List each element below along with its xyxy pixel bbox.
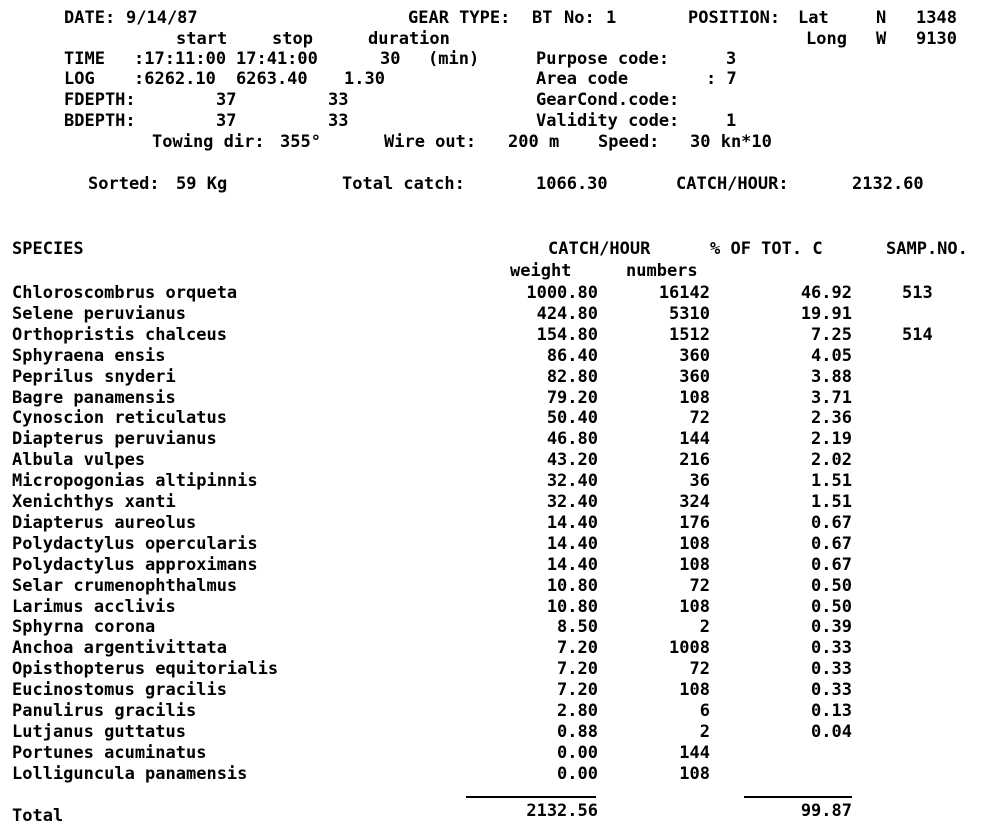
numbers-value: 36 [689,471,710,491]
total-catch-value: 1066.30 [536,174,608,194]
pct-value: 2.36 [811,408,852,428]
pct-value: 0.33 [811,680,852,700]
numbers-value: 6 [699,701,710,721]
bdepth-label: BDEPTH: [64,111,136,131]
long-value: 9130 [916,29,957,49]
pct-value: 3.71 [811,388,852,408]
pct-value: 3.88 [811,367,852,387]
species-name: Portunes acuminatus [12,743,207,763]
bdepth-start: 37 [216,111,237,131]
species-name: Eucinostomus gracilis [12,680,227,700]
fdepth-label: FDEPTH: [64,90,136,110]
weight-total-rule [466,796,596,798]
weight-value: 424.80 [536,304,598,324]
weight-value: 14.40 [546,513,598,533]
sorted-value: 59 Kg [176,174,228,194]
species-name: Peprilus snyderi [12,367,176,387]
total-weight: 2132.56 [526,801,598,821]
species-name: Polydactylus approximans [12,555,258,575]
position-label: POSITION: [688,8,781,28]
weight-value: 7.20 [557,680,598,700]
numbers-value: 176 [679,513,710,533]
numbers-value: 108 [679,597,710,617]
weight-value: 0.00 [557,764,598,784]
numbers-value: 16142 [658,283,710,303]
species-name: Micropogonias altipinnis [12,471,258,491]
total-pct: 99.87 [800,801,852,821]
pct-value: 0.67 [811,513,852,533]
species-name: Cynoscion reticulatus [12,408,227,428]
log-start: :6262.10 [134,69,216,89]
bdepth-stop: 33 [328,111,349,131]
haul-no-value: 1 [606,8,617,28]
species-name: Xenichthys xanti [12,492,176,512]
wire-out-value: 200 m [508,132,560,152]
log-stop: 6263.40 [236,69,308,89]
pct-value: 0.50 [811,597,852,617]
area-code-label: Area code [536,69,629,89]
species-name: Polydactylus opercularis [12,534,258,554]
speed-label: Speed: [598,132,660,152]
pct-value: 2.19 [811,429,852,449]
date-label: DATE: [64,8,116,28]
log-label: LOG [64,69,95,89]
species-name: Selene peruvianus [12,304,186,324]
towing-dir-value: 355° [280,132,321,152]
numbers-value: 2 [699,722,710,742]
weight-value: 2.80 [557,701,598,721]
catch-per-hour-value: 2132.60 [852,174,924,194]
speed-value: 30 kn*10 [690,132,772,152]
weight-value: 79.20 [546,388,598,408]
date-value: 9/14/87 [126,8,198,28]
weight-value: 46.80 [546,429,598,449]
species-name: Albula vulpes [12,450,146,470]
species-name: Opisthopterus equitorialis [12,659,279,679]
numbers-value: 108 [679,534,710,554]
weight-value: 86.40 [546,346,598,366]
species-name: Larimus acclivis [12,597,176,617]
numbers-value: 1008 [669,638,710,658]
pct-value: 0.39 [811,617,852,637]
validity-code-label: Validity code: [536,111,680,131]
pct-value: 0.33 [811,638,852,658]
weight-value: 0.00 [557,743,598,763]
weight-value: 154.80 [536,325,598,345]
weight-value: 32.40 [546,492,598,512]
weight-value: 7.20 [557,659,598,679]
numbers-value: 324 [679,492,710,512]
species-name: Lutjanus guttatus [12,722,186,742]
catch-per-hour-label: CATCH/HOUR: [676,174,789,194]
species-name: Diapterus aureolus [12,513,197,533]
weight-value: 10.80 [546,597,598,617]
pct-value: 7.25 [811,325,852,345]
purpose-code-label: Purpose code: [536,49,670,69]
weight-value: 7.20 [557,638,598,658]
col-start-header: start [176,29,228,49]
towing-dir-label: Towing dir: [152,132,265,152]
fdepth-start: 37 [216,90,237,110]
weight-value: 0.88 [557,722,598,742]
lat-value: 1348 [916,8,957,28]
species-name: Orthopristis chalceus [12,325,227,345]
time-stop: 17:41:00 [236,49,318,69]
sample-no-value: 514 [902,325,933,345]
numbers-value: 108 [679,555,710,575]
numbers-header: numbers [626,261,698,281]
sorted-label: Sorted: [88,174,160,194]
pct-value: 0.04 [811,722,852,742]
pct-of-total-header: % OF TOT. C [710,239,823,259]
species-name: Diapterus peruvianus [12,429,217,449]
numbers-value: 144 [679,429,710,449]
sample-no-header: SAMP.NO. [886,239,968,259]
weight-value: 10.80 [546,576,598,596]
numbers-value: 5310 [669,304,710,324]
weight-value: 1000.80 [526,283,598,303]
pct-value: 2.02 [811,450,852,470]
total-catch-label: Total catch: [342,174,465,194]
purpose-code-value: 3 [726,49,737,69]
gear-type-value: BT [532,8,553,28]
species-name: Selar crumenophthalmus [12,576,238,596]
species-name: Chloroscombrus orqueta [12,283,238,303]
col-duration-header: duration [368,29,450,49]
numbers-value: 2 [699,617,710,637]
species-header: SPECIES [12,239,84,259]
weight-value: 50.40 [546,408,598,428]
haul-no-label: No: [564,8,595,28]
weight-value: 82.80 [546,367,598,387]
pct-value: 0.33 [811,659,852,679]
pct-value: 1.51 [811,492,852,512]
numbers-value: 72 [689,408,710,428]
weight-value: 32.40 [546,471,598,491]
long-label: Long [806,29,847,49]
numbers-value: 1512 [669,325,710,345]
col-stop-header: stop [272,29,313,49]
numbers-value: 216 [679,450,710,470]
fdepth-stop: 33 [328,90,349,110]
numbers-value: 144 [679,743,710,763]
numbers-value: 108 [679,764,710,784]
pct-value: 0.50 [811,576,852,596]
pct-value: 0.67 [811,534,852,554]
weight-header: weight [510,261,572,281]
numbers-value: 108 [679,388,710,408]
weight-value: 14.40 [546,555,598,575]
pct-value: 0.67 [811,555,852,575]
long-hemisphere: W [876,29,887,49]
validity-code-value: 1 [726,111,737,131]
species-name: Bagre panamensis [12,388,176,408]
species-name: Sphyraena ensis [12,346,166,366]
time-unit: (min) [428,49,480,69]
log-duration: 1.30 [344,69,385,89]
time-start: :17:11:00 [134,49,227,69]
weight-value: 14.40 [546,534,598,554]
lat-label: Lat [798,8,829,28]
area-code-value: : 7 [706,69,737,89]
numbers-value: 108 [679,680,710,700]
pct-value: 4.05 [811,346,852,366]
weight-value: 8.50 [557,617,598,637]
species-name: Sphyrna corona [12,617,156,637]
lat-hemisphere: N [876,8,887,28]
pct-value: 0.13 [811,701,852,721]
weight-value: 43.20 [546,450,598,470]
time-duration: 30 [380,49,401,69]
species-name: Panulirus gracilis [12,701,197,721]
gear-type-label: GEAR TYPE: [408,8,511,28]
species-name: Anchoa argentivittata [12,638,227,658]
numbers-value: 72 [689,576,710,596]
species-name: Lolliguncula panamensis [12,764,248,784]
gearcond-code-label: GearCond.code: [536,90,680,110]
pct-value: 46.92 [800,283,852,303]
pct-value: 19.91 [800,304,852,324]
catch-per-hour-header: CATCH/HOUR [548,239,651,259]
pct-value: 1.51 [811,471,852,491]
pct-total-rule [744,796,852,798]
time-label: TIME [64,49,105,69]
numbers-value: 360 [679,346,710,366]
sample-no-value: 513 [902,283,933,303]
wire-out-label: Wire out: [384,132,477,152]
numbers-value: 72 [689,659,710,679]
total-label: Total [12,806,64,826]
numbers-value: 360 [679,367,710,387]
